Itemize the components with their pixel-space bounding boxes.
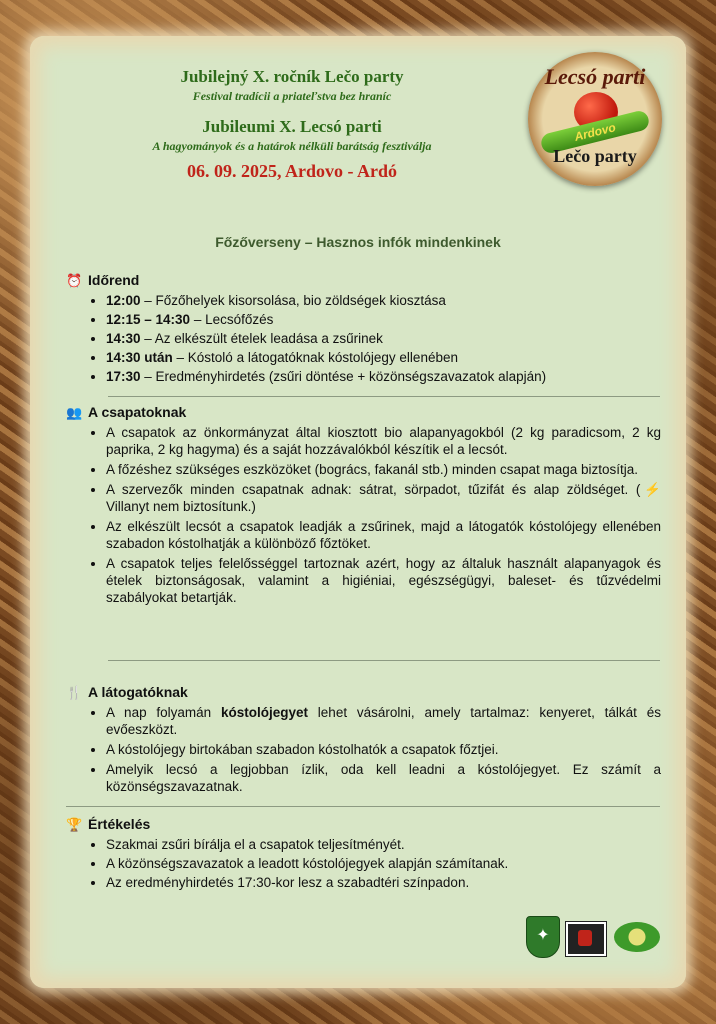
list-item: • 17:30 – Eredményhirdetés (zsűri döntése + közönségszavazatok alapján) — [106, 368, 661, 385]
teams-title: A csapatoknak — [88, 404, 187, 420]
people-icon: 👥 — [66, 404, 83, 420]
list-item: • 14:30 – Az elkészült ételek leadása a zsűrinek — [106, 330, 661, 347]
list-item: • A közönségszavazatok a leadott kóstolójegyek alapján számítanak. — [106, 855, 661, 872]
list-item: • A főzéshez szükséges eszközöket (bogrács, fakanál stb.) minden csapat maga biztosítja. — [106, 461, 661, 478]
evaluation-heading — [66, 816, 661, 833]
list-item: • 14:30 után – Kóstoló a látogatóknak kóstolójegy ellenében — [106, 349, 661, 366]
list-item: • Amelyik lecsó a legjobban ízlik, oda kell leadni a kóstolójegyet. Ez számít a közönségszavazatnak. — [106, 761, 661, 795]
schedule-list — [66, 292, 661, 385]
event-header — [92, 66, 492, 184]
logo-top-text: Lecsó parti — [544, 64, 646, 89]
divider — [66, 806, 660, 807]
sk-subtitle: Festival tradícii a priateľstva bez hraníc — [192, 89, 392, 103]
hu-title: Jubileumi X. Lecsó parti — [202, 117, 382, 136]
list-item: • A csapatok az önkormányzat által kiosztott bio alapanyagokból (2 kg paradicsom, 2 kg paprika, 2 kg hagyma) és a saját hozzávalókból készítik el a lecsót. — [106, 424, 661, 458]
sponsor-logo — [614, 922, 660, 952]
visitors-list — [66, 704, 661, 795]
list-item: • 12:00 – Főzőhelyek kisorsolása, bio zöldségek kiosztása — [106, 292, 661, 309]
date-place: 06. 09. 2025, Ardovo - Ardó — [186, 161, 397, 181]
sk-title: Jubilejný X. ročník Lečo party — [180, 67, 404, 86]
divider — [108, 396, 660, 397]
partner-logo — [566, 916, 606, 956]
teams-heading — [66, 404, 661, 421]
municipality-crest-logo: ✦ — [526, 916, 560, 958]
list-item: • Szakmai zsűri bírálja el a csapatok teljesítményét. — [106, 836, 661, 853]
list-item: • Az elkészült lecsót a csapatok leadják a zsűrinek, majd a látogatók kóstolójegy ellenében szabadon kóstolhatják a különböző főztöket. — [106, 518, 661, 552]
fork-knife-icon: 🍴 — [66, 684, 83, 700]
list-item: • A kóstolójegy birtokában szabadon kóstolhatók a csapatok főztjei. — [106, 741, 661, 758]
lightning-icon: ⚡ — [640, 482, 661, 497]
teams-section — [66, 404, 661, 609]
teams-list — [66, 424, 661, 606]
logo-bottom-text: Lečo party — [553, 146, 637, 166]
list-item: • A szervezők minden csapatnak adnak: sátrat, sörpadot, tűzifát és alap zöldséget. (⚡ Villanyt nem biztosítunk.) — [106, 481, 661, 515]
schedule-section — [66, 272, 661, 387]
list-item: • A nap folyamán kóstolójegyet lehet vásárolni, amely tartalmaz: kenyeret, tálkát és evőeszközt. — [106, 704, 661, 738]
visitors-section — [66, 684, 661, 798]
hu-subtitle: A hagyományok és a határok nélküli barátság fesztiválja — [152, 139, 432, 153]
section-title: Főzőverseny – Hasznos infók mindenkinek — [215, 234, 501, 250]
list-item: • Az eredményhirdetés 17:30-kor lesz a szabadtéri színpadon. — [106, 874, 661, 891]
clock-icon: ⏰ — [66, 272, 83, 288]
evaluation-title: Értékelés — [88, 816, 151, 832]
visitors-title: A látogatóknak — [88, 684, 188, 700]
trophy-icon: 🏆 — [66, 816, 83, 832]
list-item: • 12:15 – 14:30 – Lecsófőzés — [106, 311, 661, 328]
evaluation-list — [66, 836, 661, 891]
list-item: • A csapatok teljes felelősséggel tartoznak azért, hogy az általuk használt alapanyagok és ételek biztonságosak, valamint a higiéniai, egészségügyi, baleset- és tűzvédelmi szabályokat betartják. — [106, 555, 661, 606]
evaluation-section — [66, 816, 661, 893]
pepper-icon: Ardovo — [539, 109, 651, 155]
divider — [108, 660, 660, 661]
schedule-heading — [66, 272, 661, 289]
leco-party-logo — [528, 52, 662, 186]
schedule-title: Időrend — [88, 272, 140, 288]
visitors-heading — [66, 684, 661, 701]
